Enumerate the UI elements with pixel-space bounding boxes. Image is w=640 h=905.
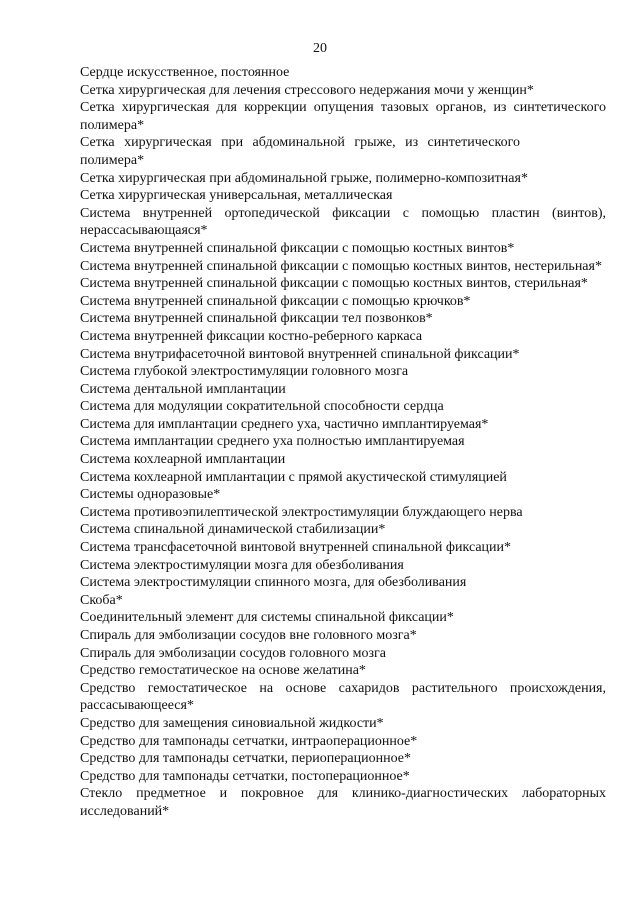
- list-item: Система внутренней спинальной фиксации тел позвонков*: [80, 311, 433, 327]
- list-item: Система кохлеарной имплантации: [80, 452, 286, 468]
- list-item: Соединительный элемент для системы спинальной фиксации*: [80, 610, 454, 626]
- list-item: Средство для замещения синовиальной жидкости*: [80, 715, 384, 731]
- list-item: Скоба*: [80, 592, 123, 608]
- list-item: Средство для тампонады сетчатки, периоперационное*: [80, 751, 411, 767]
- list-item: Системы одноразовые*: [80, 487, 221, 503]
- list-item: Система противоэпилептической электростимуляции блуждающего нерва: [80, 504, 523, 520]
- list-item: Система внутрифасеточной винтовой внутренней спинальной фиксации*: [80, 346, 520, 362]
- list-item: Система имплантации среднего уха полностью имплантируемая: [80, 434, 465, 450]
- list-item: Система для имплантации среднего уха, частично имплантируемая*: [80, 416, 489, 432]
- list-item: Система дентальной имплантации: [80, 381, 286, 397]
- list-item: Система внутренней спинальной фиксации с помощью костных винтов*: [80, 240, 515, 256]
- list-item: Система внутренней ортопедической фиксации с помощью пластин (винтов), нерассасывающаяся*: [80, 205, 606, 239]
- device-list: [80, 64, 606, 821]
- list-item: Средство для тампонады сетчатки, интраоперационное*: [80, 733, 418, 749]
- list-item: Система внутренней спинальной фиксации с помощью костных винтов, нестерильная*: [80, 258, 602, 274]
- list-item: Система внутренней спинальной фиксации с помощью крючков*: [80, 293, 471, 309]
- list-item: Средство гемостатическое на основе желатина*: [80, 663, 366, 679]
- list-item: Сетка хирургическая при абдоминальной грыже, из синтетического полимера*: [80, 135, 520, 168]
- list-item: Система электростимуляции спинного мозга, для обезболивания: [80, 575, 467, 591]
- list-item: Сетка хирургическая для коррекции опущения тазовых органов, из синтетического полимера*: [80, 100, 606, 133]
- list-item: Система кохлеарной имплантации с прямой акустической стимуляцией: [80, 469, 507, 485]
- list-item: Сетка хирургическая универсальная, металлическая: [80, 188, 393, 204]
- list-item: Стекло предметное и покровное для клинико-диагностических лабораторных исследований*: [80, 786, 606, 819]
- list-item: Система трансфасеточной винтовой внутренней спинальной фиксации*: [80, 540, 512, 556]
- list-item: Сердце искусственное, постоянное: [80, 65, 290, 80]
- list-item: Система спинальной динамической стабилизации*: [80, 522, 386, 538]
- list-item: Средство гемостатическое на основе сахаридов растительного происхождения, рассасывающееся*: [80, 680, 606, 714]
- list-item: Средство для тампонады сетчатки, постоперационное*: [80, 768, 410, 784]
- list-item: Сетка хирургическая для лечения стрессового недержания мочи у женщин*: [80, 82, 534, 98]
- list-item: Спираль для эмболизации сосудов вне головного мозга*: [80, 628, 417, 643]
- list-item: Система для модуляции сократительной способности сердца: [80, 399, 444, 415]
- list-item: Система электростимуляции мозга для обезболивания: [80, 557, 404, 573]
- list-item: Сетка хирургическая при абдоминальной грыже, полимерно-композитная*: [80, 170, 528, 186]
- list-item: Спираль для эмболизации сосудов головного мозга: [80, 645, 386, 661]
- list-item: Система внутренней спинальной фиксации с помощью костных винтов, стерильная*: [80, 276, 588, 292]
- list-item: Система внутренней фиксации костно-реберного каркаса: [80, 328, 423, 344]
- page-number: 20: [313, 41, 327, 56]
- list-item: Система глубокой электростимуляции головного мозга: [80, 364, 409, 380]
